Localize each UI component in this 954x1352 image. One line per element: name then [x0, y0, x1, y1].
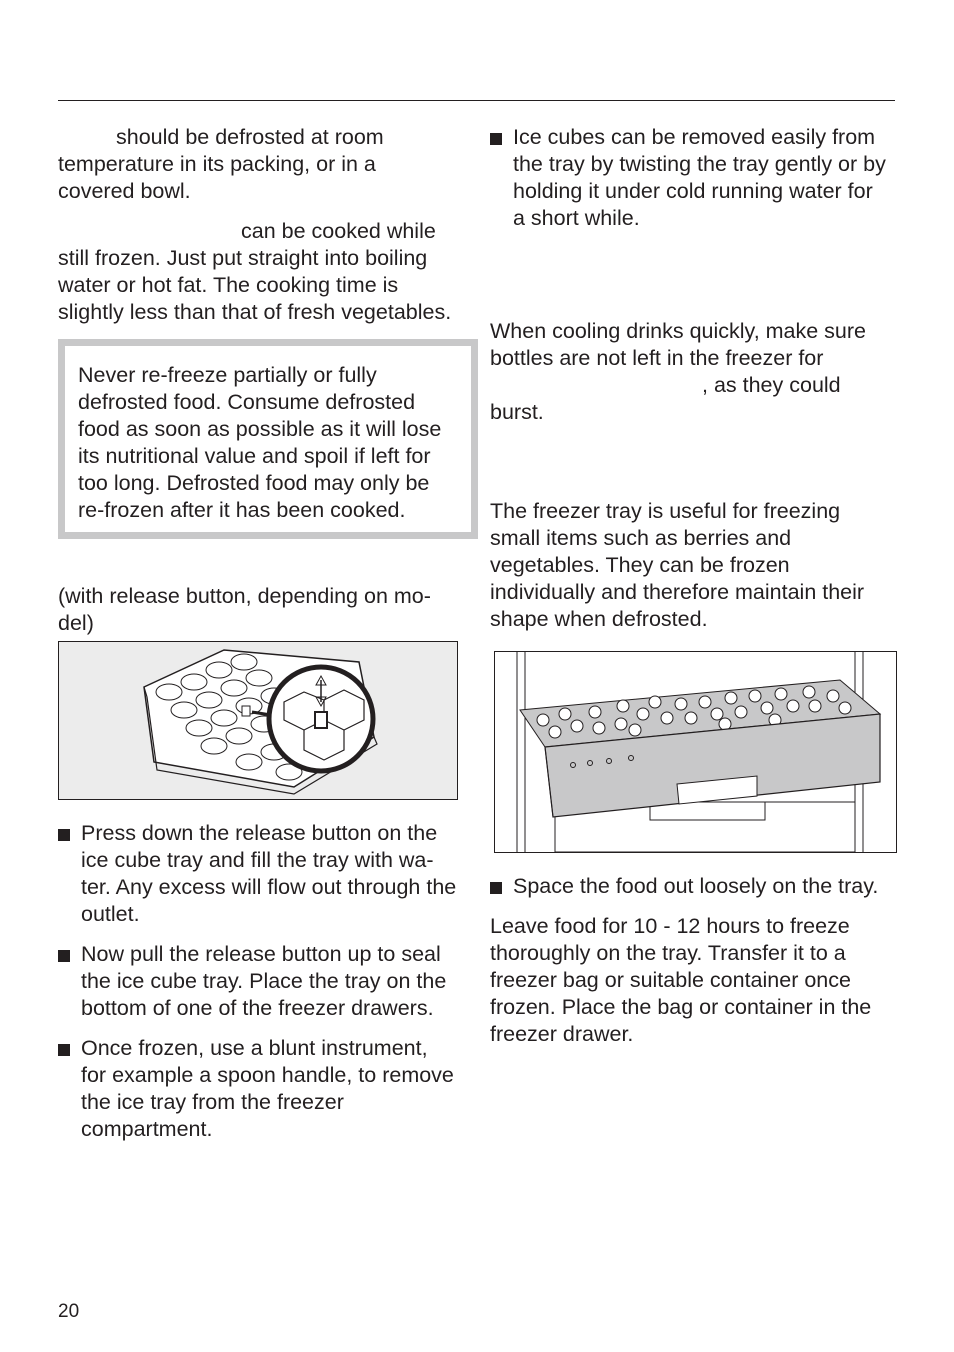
left-column	[58, 124, 458, 1156]
warning-box	[58, 339, 478, 539]
bullet-ice-cubes: Ice cubes can be removed easily from the tray by twisting the tray gently or by holding it under cold running water for a short while.	[490, 124, 890, 232]
spacer	[490, 245, 890, 318]
freezer-tray-illustration	[494, 651, 897, 853]
warning-text: Never re-freeze partially or fully defrosted food. Consume defrosted food as soon as possible as it will lose its nutritional value and spoil if left for too long. Defrosted food may only be re-frozen after it has been cooked.	[78, 363, 442, 522]
ice-cube-tray-illustration	[58, 641, 458, 800]
bullet-square-icon	[58, 829, 70, 841]
ice-tray-drawing	[59, 642, 457, 799]
bullet-square-icon	[490, 882, 502, 894]
bullet-square-icon	[58, 950, 70, 962]
leave-food-paragraph: Leave food for 10 - 12 hours to freeze thoroughly on the tray. Transfer it to a freezer bag or suitable container once frozen. Place the bag or container in the freezer drawer.	[490, 914, 872, 1046]
freezer-tray-drawing	[495, 652, 896, 852]
bullet-square-icon	[490, 133, 502, 145]
page-number: 20	[58, 1301, 80, 1322]
right-column	[490, 124, 890, 1048]
bullet-space-food: Space the food out loosely on the tray.	[490, 873, 890, 900]
freezer-tray-paragraph: The freezer tray is useful for freezing small items such as berries and vegetables. They can be frozen individually and therefore maintain their shape when defrosted.	[490, 499, 865, 631]
bullet-square-icon	[58, 1044, 70, 1056]
spacer	[490, 439, 890, 498]
header-rule	[58, 100, 895, 101]
spacer	[58, 539, 458, 583]
bullet-press-button: Press down the release button on the ice cube tray and fill the tray with wa-ter. Any excess will flow out through the outlet.	[58, 820, 458, 928]
cook-frozen-paragraph: can be cooked while still frozen. Just put straight into boiling water or hot fat. The cooking time is slightly less than that of fresh vegetables.	[58, 219, 452, 324]
bullet-remove-tray: Once frozen, use a blunt instrument, for example a spoon handle, to remove the ice tray from the freezer compartment.	[58, 1035, 458, 1143]
bullet-pull-button: Now pull the release button up to seal the ice cube tray. Place the tray on the bottom of one of the freezer drawers.	[58, 941, 458, 1022]
ice-tray-note: (with release button, depending on mo-del)	[58, 584, 431, 635]
cooling-drinks-paragraph: When cooling drinks quickly, make sure bottles are not left in the freezer for , as they could burst.	[490, 319, 867, 424]
defrost-paragraph: should be defrosted at room temperature in its packing, or in a covered bowl.	[58, 125, 384, 203]
